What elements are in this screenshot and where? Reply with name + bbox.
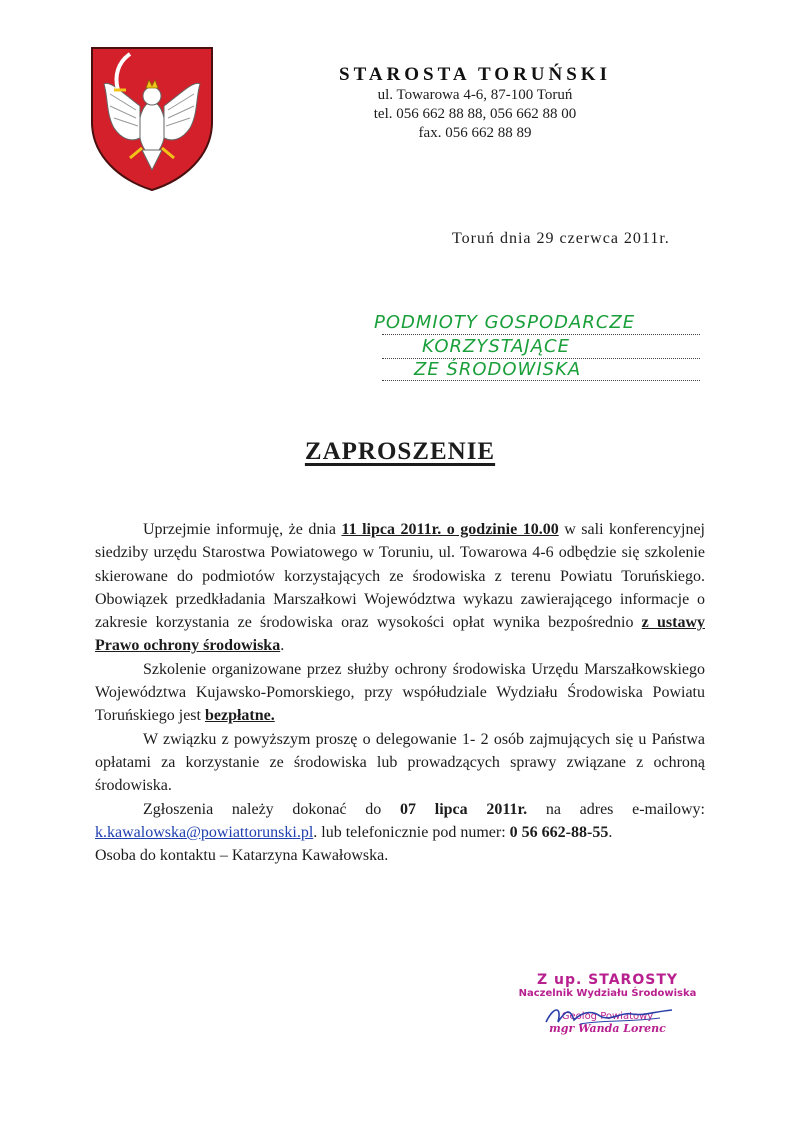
office-address: ul. Towarowa 4-6, 87-100 Toruń <box>377 87 573 103</box>
paragraph-invitation <box>95 518 705 658</box>
recipient-block <box>374 308 702 388</box>
paragraph-registration <box>95 798 705 821</box>
recipient-line-1: PODMIOTY GOSPODARCZE <box>374 312 636 333</box>
paragraph-contact-person: Osoba do kontaktu – Katarzyna Kawałowska. <box>95 847 389 865</box>
text: . <box>280 637 285 655</box>
text: . lub telefonicznie pod numer: <box>313 823 510 841</box>
law-reference: z ustawy Prawo ochrony środowiska <box>95 614 705 655</box>
handwritten-signature-icon <box>540 1002 680 1030</box>
text: Szkolenie organizowane przez służby ochrony środowiska Urzędu Marszałkowskiego Województwa Kujawsko-Pomorskiego, przy współudziale Wydziału Środowiska Powiatu Toruńskiego jest <box>95 660 705 725</box>
registration-deadline: 07 lipca 2011r. <box>400 800 528 818</box>
letter-body <box>95 518 705 867</box>
text: na adres e-mailowy: <box>527 800 705 818</box>
text: Uprzejmie informuję, że dnia <box>143 521 342 538</box>
letterhead <box>280 64 670 143</box>
coat-of-arms-icon <box>88 44 216 194</box>
stamp-line-4: mgr Wanda Lorenc <box>549 1022 666 1035</box>
text: . <box>608 823 613 841</box>
email-link[interactable]: k.kawalowska@powiattorunski.pl <box>95 823 314 841</box>
free-note: bezpłatne. <box>204 707 275 725</box>
contact-phone: 0 56 662-88-55 <box>509 823 609 841</box>
office-fax: fax. 056 662 88 89 <box>418 125 532 141</box>
stamp-line-1: Z up. STAROSTY <box>536 972 679 988</box>
paragraph-delegation: W związku z powyższym proszę o delegowanie 1- 2 osób zajmujących się u Państwa opłatami za korzystanie ze środowiska lub prowadzących sprawy związane z ochroną środowiska. <box>95 730 705 795</box>
text: Zgłoszenia należy dokonać do <box>143 800 401 818</box>
paragraph-contact-details <box>95 821 705 844</box>
office-phone: tel. 056 662 88 88, 056 662 88 00 <box>373 106 577 122</box>
recipient-line-3: ZE ŚRODOWISKA <box>414 359 582 380</box>
recipient-dotted-line <box>382 334 700 335</box>
letter-date: Toruń dnia 29 czerwca 2011r. <box>452 230 670 247</box>
text: w sali konferencyjnej siedziby urzędu Starostwa Powiatowego w Toruniu, ul. Towarowa 4-6 odbędzie się szkolenie skierowane do podmiotów korzystających ze środowiska z terenu Powiatu Toruńskiego. Obowiązek przedkładania Marszałkowi Województwa wykazu zawierającego informacje o zakresie korzystania ze środowiska oraz wysokości opłat wynika bezpośrednio <box>95 521 705 632</box>
recipient-line-2: KORZYSTAJĄCE <box>422 336 570 357</box>
recipient-dotted-line <box>382 380 700 381</box>
stamp-line-3: Geolog Powiatowy <box>561 1011 654 1022</box>
event-date: 11 lipca 2011r. o godzinie 10.00 <box>341 521 559 538</box>
document-heading <box>0 438 800 466</box>
office-title: STAROSTA TORUŃSKI <box>339 64 611 85</box>
stamp-line-2: Naczelnik Wydziału Środowiska <box>518 988 697 999</box>
heading-text: ZAPROSZENIE <box>304 438 496 465</box>
paragraph-organizer <box>95 658 705 728</box>
